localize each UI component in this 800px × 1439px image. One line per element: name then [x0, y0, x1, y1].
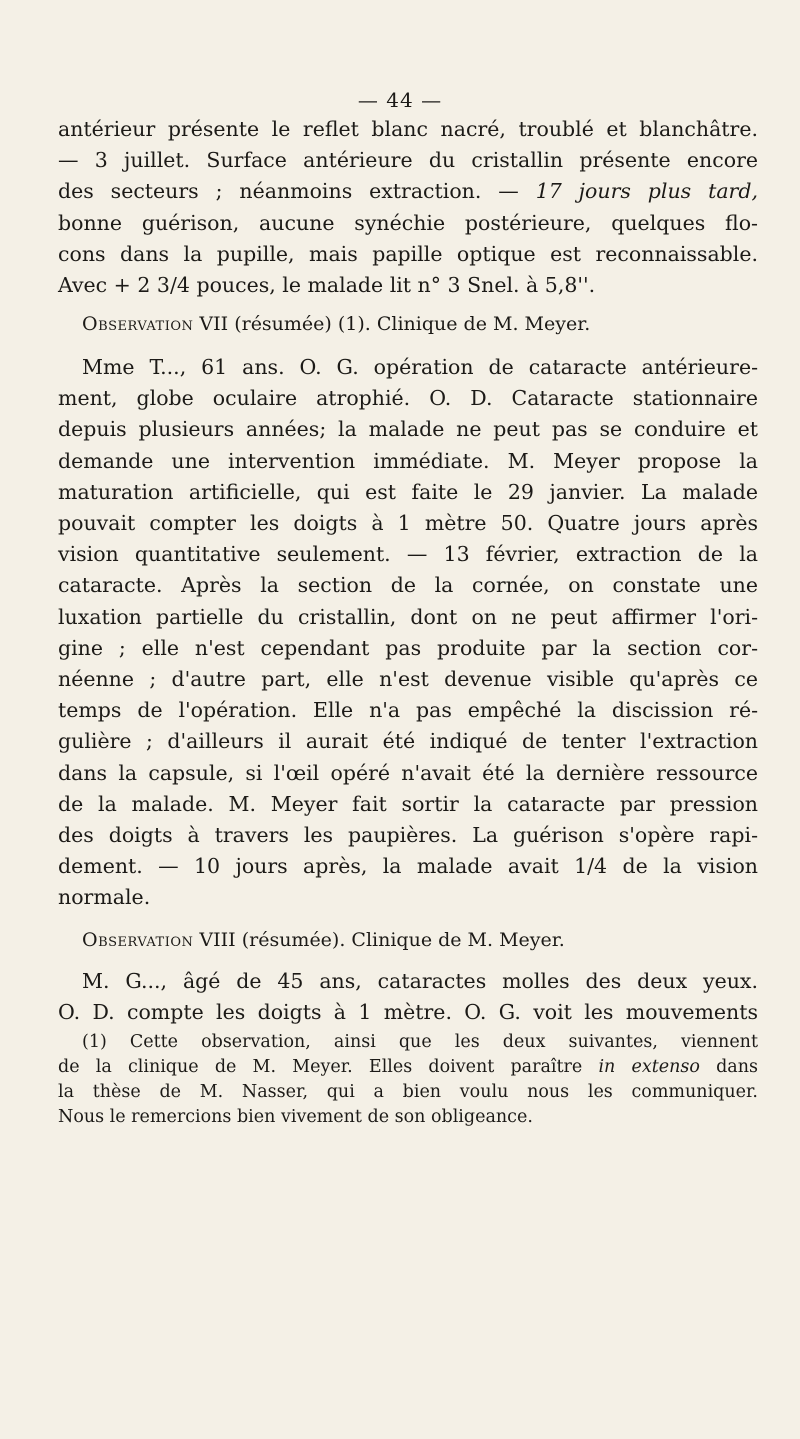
paragraph-observation-vii [58, 352, 758, 914]
observation-title: VII (résumée) (1). Clinique de M. Meyer. [199, 313, 591, 335]
text-line: cons dans la pupille, mais papille optique est reconnaissable. [58, 241, 758, 266]
text-line: Avec + 2 3/4 pouces, le malade lit n° 3 Snel. à 5,8''. [58, 273, 596, 298]
text-line: pouvait compter les doigts à 1 mètre 50. Quatre jours après [58, 511, 758, 536]
footnote [58, 1030, 758, 1130]
text-line: des secteurs ; néanmoins extraction. — 17 jours plus tard, [58, 179, 758, 204]
text-line: de la malade. M. Meyer fait sortir la cataracte par pression [58, 791, 758, 816]
footnote-line: de la clinique de M. Meyer. Elles doivent paraître in extenso dans [58, 1057, 758, 1077]
paragraph-observation-vi-end [58, 114, 758, 301]
text-line: M. G..., âgé de 45 ans, cataractes molles des deux yeux. [82, 969, 758, 993]
text-line: depuis plusieurs années; la malade ne peut pas se conduire et [58, 417, 758, 442]
observation-label: Observation [82, 313, 194, 335]
text-line: maturation artificielle, qui est faite le 29 janvier. La malade [58, 479, 758, 504]
text-line: Mme T..., 61 ans. O. G. opération de cataracte antérieure- [82, 355, 758, 379]
observation-vii-heading [58, 309, 758, 340]
text-line: cataracte. Après la section de la cornée, on constate une [58, 573, 758, 598]
text-line: néenne ; d'autre part, elle n'est devenue visible qu'après ce [58, 667, 758, 692]
text-line: temps de l'opération. Elle n'a pas empêché la discission ré- [58, 698, 758, 723]
text-line: vision quantitative seulement. — 13 février, extraction de la [58, 542, 758, 567]
text-line: O. D. compte les doigts à 1 mètre. O. G. voit les mouvements [58, 1000, 758, 1025]
text-line: dans la capsule, si l'œil opéré n'avait été la dernière ressource [58, 760, 758, 785]
observation-viii-heading [58, 925, 758, 956]
footnote-line: la thèse de M. Nasser, qui a bien voulu nous les communiquer. [58, 1082, 758, 1102]
text-line: gulière ; d'ailleurs il aurait été indiqué de tenter l'extraction [58, 729, 758, 754]
text-line: demande une intervention immédiate. M. Meyer propose la [58, 448, 758, 473]
observation-label: Observation [82, 929, 194, 951]
text-line: antérieur présente le reflet blanc nacré, troublé et blanchâtre. [58, 117, 758, 141]
text-line: dement. — 10 jours après, la malade avait 1/4 de la vision [58, 854, 758, 879]
text-line: — 3 juillet. Surface antérieure du cristallin présente encore [58, 148, 758, 173]
text-line: bonne guérison, aucune synéchie postérieure, quelques flo- [58, 210, 758, 235]
footnote-line: Nous le remercions bien vivement de son obligeance. [58, 1107, 533, 1127]
text-line: ment, globe oculaire atrophié. O. D. Cataracte stationnaire [58, 386, 758, 411]
observation-title: VIII (résumée). Clinique de M. Meyer. [199, 929, 565, 951]
text-line: normale. [58, 885, 151, 910]
text-line: luxation partielle du cristallin, dont on ne peut affirmer l'ori- [58, 604, 758, 629]
footnote-line: (1) Cette observation, ainsi que les deux suivantes, viennent [82, 1032, 758, 1052]
text-line: des doigts à travers les paupières. La guérison s'opère rapi- [58, 823, 758, 848]
text-line: gine ; elle n'est cependant pas produite par la section cor- [58, 635, 758, 660]
page-number: — 44 — [357, 88, 443, 112]
paragraph-observation-viii [58, 966, 758, 1028]
